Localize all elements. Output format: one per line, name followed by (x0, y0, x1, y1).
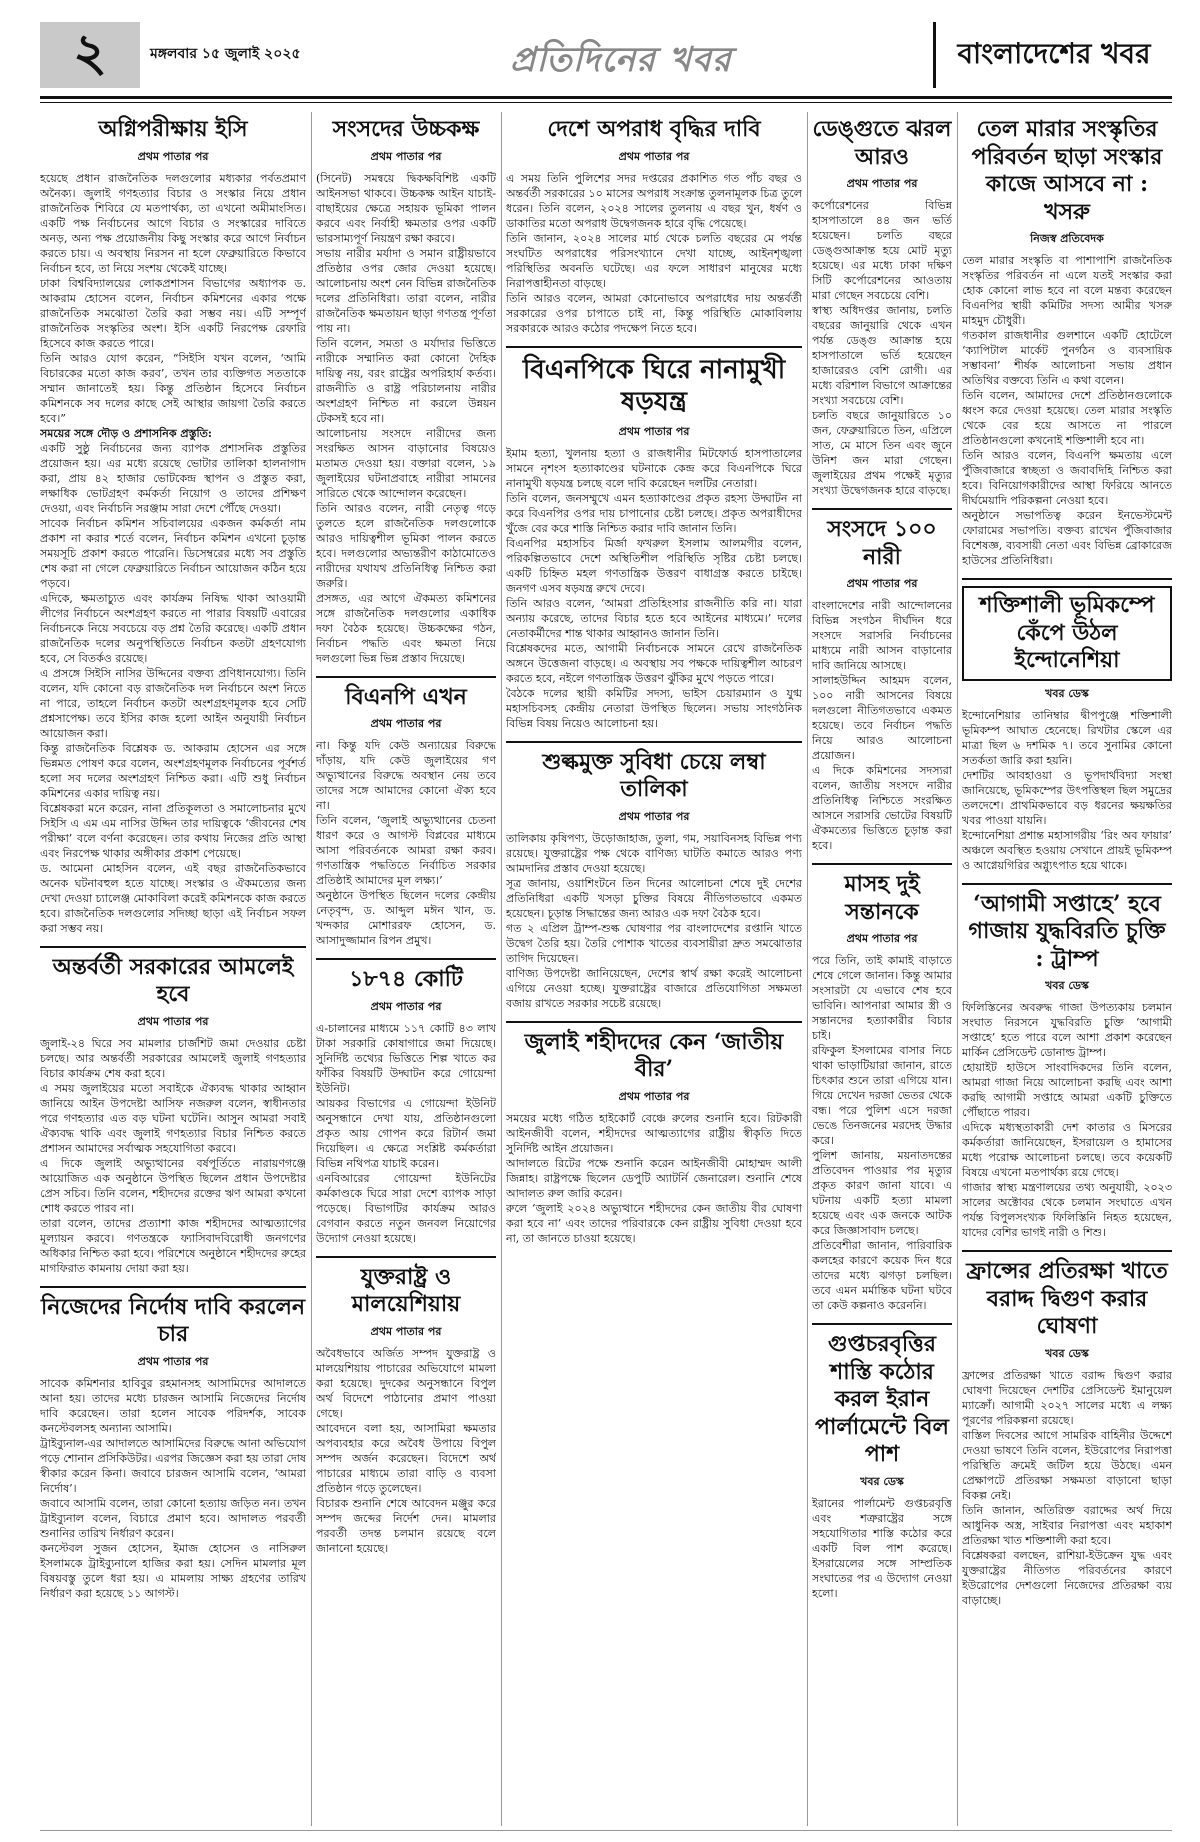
headline: মাসহ দুই সন্তানকে (844, 871, 920, 925)
paragraph: তিনি জানান, ২০২৪ সালের মার্চ থেকে চলতি বছরের মে পর্যন্ত সংঘটিত অপরাধের পরিসংখ্যানে দেখা যাচ্ছে, আইনশৃঙ্খলা পরিস্থিতির অবনতি ঘটেছে। এর ফলে সাধারণ মানুষের মধ্যে নিরাপত্তাহীনতা বাড়ছে। (506, 231, 802, 290)
article-tariff (506, 749, 802, 1011)
paragraph: রফিকুল ইসলামের বাসার নিচে থাকা ভাড়াটিয়ারা জানান, রাতে চিৎকার শুনে তারা এগিয়ে যান। গিয়ে দেখেন দরজা ভেতর থেকে বন্ধ। পরে পুলিশ এসে দরজা ভেঙে তিনজনের মরদেহ উদ্ধার করে। (812, 1044, 952, 1147)
jump-line: প্রথম পাতার পর (846, 577, 918, 590)
paragraph: আবেদনে বলা হয়, আসামিরা ক্ষমতার অপব্যবহার করে অবৈধ উপায়ে বিপুল সম্পদ অর্জন করেছেন। বিদেশে অর্থ পাচারের মাধ্যমে তারা বাড়ি ও ব্যবসা প্রতিষ্ঠান গড়ে তুলেছেন। (316, 1421, 496, 1495)
headline: শক্তিশালী ভূমিকম্পে কেঁপে উঠল ইন্দোনেশিয়া (962, 586, 1172, 681)
paragraph: একটি সুষ্ঠু নির্বাচনের জন্য ব্যাপক প্রশাসনিক প্রস্তুতির প্রয়োজন হয়। এর মধ্যে রয়েছে ভোটার তালিকা হালনাগাদ করা, প্রায় ৪২ হাজার ভোটকেন্দ্র স্থাপন ও প্রস্তুত করা, লক্ষাধিক ভোটগ্রহণ কর্মকর্তা নিয়োগ ও তাদের প্রশিক্ষণ দেওয়া, এবং নির্বাচনি সরঞ্জাম সারা দেশে পৌঁছে দেওয়া। (40, 441, 306, 515)
paragraph: অনুষ্ঠানে উপস্থিত ছিলেন দলের কেন্দ্রীয় নেতৃবৃন্দ, ড. আব্দুল মঈন খান, ড. খন্দকার মোশাররফ হোসেন, ড. আসাদুজ্জামান রিপন প্রমুখ। (316, 889, 496, 947)
jump-line: খবর ডেস্ক (1045, 686, 1089, 700)
paragraph: ইরানের পার্লামেন্ট গুপ্তচরবৃত্তি এবং শত্রুরাষ্ট্রের সঙ্গে সহযোগিতার শাস্তি কঠোর করে একটি বিল পাশ করেছে। ইসরায়েলের সঙ্গে সাম্প্রতিক সংঘাতের পর এ উদ্যোগ নেওয়া হলো। (812, 1496, 952, 1600)
article-divider (40, 946, 306, 948)
paragraph: ইন্দোনেশিয়ার তানিম্বার দ্বীপপুঞ্জে শক্তিশালী ভূমিকম্প আঘাত হেনেছে। রিখটার স্কেলে এর মাত্রা ছিল ৬ দশমিক ৭। তবে সুনামির কোনো সতর্কতা জারি করা হয়নি। (962, 708, 1172, 767)
article-bnp-now (316, 684, 496, 949)
paragraph: সময়ের মধ্যে গঠিত হাইকোর্ট বেঞ্চে রুলের শুনানি হবে। রিটকারী আইনজীবী বলেন, শহীদদের আত্মত্যাগের রাষ্ট্রীয় স্বীকৃতি দিতে সুনির্দিষ্ট আইন প্রয়োজন। (506, 1111, 802, 1155)
column-4 (812, 112, 952, 1826)
paragraph: ট্রাইব্যুনাল-এর আদালতে আসামিদের বিরুদ্ধে আনা অভিযোগ পড়ে শোনান প্রসিকিউটর। এরপর জিজ্ঞেস করা হয় তারা দোষ স্বীকার করেন কিনা। জবাবে চারজন আসামি বলেন, ‘আমরা নির্দোষ’। (40, 1436, 306, 1495)
paragraph: বাংলাদেশের নারী আন্দোলনের বিভিন্ন সংগঠন দীর্ঘদিন ধরে সংসদে সরাসরি নির্বাচনের মাধ্যমে নারী আসন বাড়ানোর দাবি জানিয়ে আসছে। (812, 599, 952, 672)
paragraph: আয়কর বিভাগের এ গোয়েন্দা ইউনিট অনুসন্ধানে দেখা যায়, প্রতিষ্ঠানগুলো প্রকৃত আয় গোপন করে রিটার্ন জমা দিয়েছিল। এ ক্ষেত্রে সংশ্লিষ্ট কর্মকর্তারা বিভিন্ন নথিপত্র যাচাই করেন। (316, 1096, 496, 1170)
headline: ফ্রান্সের প্রতিরক্ষা খাতে বরাদ্দ দ্বিগুণ করার ঘোষণা (966, 1258, 1168, 1339)
paragraph: এ দিকে জুলাই অভ্যুত্থানের বর্ষপূর্তিতে নারায়ণগঞ্জে আয়োজিত এক অনুষ্ঠানে উপস্থিত ছিলেন প্রধান উপদেষ্টার প্রেস সচিব। তিনি বলেন, শহীদদের রক্তের ঋণ আমরা কখনো শোধ করতে পারব না। (40, 1156, 306, 1215)
jump-line: প্রথম পাতার পর (618, 149, 690, 163)
paragraph: এ সময় জুলাইয়ের মতো সবাইকে ঐক্যবদ্ধ থাকার আহ্বান জানিয়ে আইন উপদেষ্টা আসিফ নজরুল বলেন, স্বাধীনতার পরে গণহত্যার এত বড় ঘটনা ঘটেনি। আসুন আমরা সবাই ঐক্যবদ্ধ থাকি এবং জুলাই গণহত্যার বিচার নিশ্চিত করতে প্রশাসন আমাদের সর্বাত্মক সহযোগিতা করবে। (40, 1081, 306, 1155)
headline: জুলাই শহীদদের কেন ‘জাতীয় বীর’ (524, 1028, 784, 1082)
article-divider (962, 883, 1172, 885)
jump-line: প্রথম পাতার পর (137, 149, 209, 163)
paragraph: হয়েছে প্রধান রাজনৈতিক দলগুলোর মধ্যকার পর্বতপ্রমাণ অনৈক্য। জুলাই গণহত্যার বিচার ও সংস্কার নিয়ে প্রধান রাজনৈতিক শিবিরে যে মতপার্থক্য, তা এখনো অমীমাংসিত। একটি পক্ষ নির্বাচনের আগে বিচার ও সংস্কারের দাবিতে অনড়, অন্য পক্ষ প্রয়োজনীয় কিছু সংস্কার করে আগে নির্বাচন করতে চায়। এ অবস্থায় নিরসন না হলে ফেব্রুয়ারিতে কিভাবে নির্বাচন হবে, তা নিয়ে সংশয় থেকেই যাচ্ছে। (40, 171, 306, 275)
paragraph: বিশ্লেষকরা মনে করেন, নানা প্রতিকূলতা ও সমালোচনার মুখে সিইসি এ এম এম নাসির উদ্দিন তার দায়িত্বকে ‘জীবনের শেষ পরীক্ষা’ বলে বর্ণনা করেছেন। তার কথায় নিজের প্রতি আস্থা এবং নিরপেক্ষ থাকার অঙ্গীকার প্রকাশ পেয়েছে। (40, 801, 306, 860)
jump-line: প্রথম পাতার পর (370, 999, 442, 1013)
paragraph: বাস্তিল দিবসের আগে সামরিক বাহিনীর উদ্দেশে দেওয়া ভাষণে তিনি বলেন, ইউরোপের নিরাপত্তা পরিস্থিতি ক্রমেই জটিল হয়ে উঠছে। এমন প্রেক্ষাপটে প্রতিরক্ষা সক্ষমতা বাড়ানো ছাড়া বিকল্প নেই। (962, 1428, 1172, 1502)
jump-line: খবর ডেস্ক (1045, 1346, 1089, 1360)
paragraph: হোয়াইট হাউসে সাংবাদিকদের তিনি বলেন, আমরা গাজা নিয়ে আলোচনা করছি এবং আশা করছি আগামী সপ্তাহে আমরা একটি চুক্তিতে পৌঁছাতে পারব। (962, 1061, 1172, 1119)
jump-line: প্রথম পাতার পর (846, 932, 918, 945)
article-oil-culture (962, 116, 1172, 568)
jump-line: প্রথম পাতার পর (137, 1014, 209, 1028)
paragraph: সাবেক নির্বাচন কমিশন সচিবালয়ের একজন কর্মকর্তা নাম প্রকাশ না করার শর্তে বলেন, নির্বাচন কমিশন এখনো চূড়ান্ত সময়সূচি প্রকাশ করতে পারেনি। ডিসেম্বরের মধ্যে সব প্রস্তুতি শেষ করা না গেলে ফেব্রুয়ারিতে নির্বাচন আয়োজন কঠিন হয়ে পড়বে। (40, 516, 306, 590)
paragraph: ফিলিস্তিনের অবরুদ্ধ গাজা উপত্যকায় চলমান সংঘাত নিরসনে যুদ্ধবিরতি চুক্তি ‘আগামী সপ্তাহে’ হতে পারে বলে আশা প্রকাশ করেছেন মার্কিন প্রেসিডেন্ট ডোনাল্ড ট্রাম্প। (962, 1001, 1172, 1059)
paragraph: এ সময় তিনি পুলিশের সদর দপ্তরের প্রকাশিত গত পাঁচ বছর ও অন্তর্বর্তী সরকারের ১০ মাসের অপরাধ সংক্রান্ত তুলনামূলক চিত্র তুলে ধরেন। তিনি বলেন, ২০২৪ সালের তুলনায় এ বছর খুন, ধর্ষণ ও ডাকাতির মতো অপরাধ উদ্বেগজনক হারে বৃদ্ধি পেয়েছে। (506, 171, 802, 230)
jump-line: প্রথম পাতার পর (370, 717, 442, 730)
paragraph: বিচারক শুনানি শেষে আবেদন মঞ্জুর করে সম্পদ জব্দের নির্দেশ দেন। মামলার পরবর্তী তদন্ত চলমান রয়েছে বলে জানানো হয়েছে। (316, 1496, 496, 1555)
paragraph: এদিকে, ক্ষমতাচ্যুত এবং কার্যক্রম নিষিদ্ধ থাকা আওয়ামী লীগের নির্বাচনে অংশগ্রহণ করতে না পারার বিষয়টি এবারের নির্বাচনকে নিয়ে সবচেয়ে বড় প্রশ্ন তৈরি করেছে। একটি প্রধান রাজনৈতিক দলের অনুপস্থিতিতে নির্বাচন কতটা গ্রহণযোগ্য হবে, সে বিতর্কও রয়েছে। (40, 591, 306, 665)
article-divider (812, 863, 952, 865)
paragraph: বৈঠকে দলের স্থায়ী কমিটির সদস্য, ভাইস চেয়ারম্যান ও যুগ্ম মহাসচিবসহ কেন্দ্রীয় নেতারা উপস্থিত ছিলেন। সভায় সাংগঠনিক বিভিন্ন বিষয় নিয়েও আলোচনা হয়। (506, 686, 802, 730)
article-divider (962, 1250, 1172, 1252)
paragraph: গতকাল রাজধানীর গুলশানে একটি হোটেলে ‘ক্যাপিটাল মার্কেট পুনর্গঠন ও ব্যবসায়িক সম্ভাবনা’ শীর্ষক আলোচনা সভায় প্রধান অতিথির বক্তব্যে তিনি এ কথা বলেন। (962, 329, 1172, 387)
column-separator (957, 112, 958, 1826)
headline: যুক্তরাষ্ট্র ও মালয়েশিয়ায় (351, 1263, 461, 1317)
article-icc (40, 116, 306, 936)
paragraph: আদালতে রিটের পক্ষে শুনানি করেন আইনজীবী মোহাম্মদ আলী জিন্নাহ। রাষ্ট্রপক্ষে ছিলেন ডেপুটি অ্যাটর্নি জেনারেল। শুনানি শেষে আদালত রুল জারি করেন। (506, 1156, 802, 1200)
paragraph: এদিকে মধ্যস্থতাকারী দেশ কাতার ও মিসরের কর্মকর্তারা জানিয়েছেন, ইসরায়েল ও হামাসের মধ্যে পরোক্ষ আলোচনা চলছে। তবে কয়েকটি বিষয়ে এখনো মতপার্থক্য রয়ে গেছে। (962, 1121, 1172, 1179)
paragraph: কনস্টেবল সুজন হোসেন, ইমাজ হোসেন ও নাসিরুল ইসলামকে ট্রাইব্যুনালে হাজির করা হয়। সেদিন মামলার মূল বিষয়বস্তু তুলে ধরা হয়। এ মামলায় সাক্ষ্য গ্রহণের তারিখ নির্ধারণ করা হয়েছে ১১ আগস্ট। (40, 1541, 306, 1600)
paragraph: সাবেক কমিশনার হাবিবুর রহমানসহ আসামিদের আদালতে আনা হয়। তাদের মধ্যে চারজন আসামি নিজেদের নির্দোষ দাবি করেছেন। তারা হলেন সাবেক পরিদর্শক, সাবেক কনস্টেবলসহ অন্যান্য আসামি। (40, 1376, 306, 1435)
jump-line: প্রথম পাতার পর (370, 1324, 442, 1338)
headline: ডেঙ্গুতে ঝরল আরও (812, 116, 952, 170)
paragraph: তিনি আরও বলেন, নারী নেতৃত্ব গড়ে তুলতে হলে রাজনৈতিক দলগুলোকে আরও দায়িত্বশীল ভূমিকা পালন করতে হবে। দলগুলোর অভ্যন্তরীণ কাঠামোতেও নারীদের যথাযথ প্রতিনিধিত্ব নিশ্চিত করা জরুরি। (316, 501, 496, 590)
paragraph: অবৈধভাবে অর্জিত সম্পদ যুক্তরাষ্ট্র ও মালয়েশিয়ায় পাচারের অভিযোগে মামলা করা হয়েছে। দুদকের অনুসন্ধানে বিপুল অর্থ বিদেশে পাঠানোর প্রমাণ পাওয়া গেছে। (316, 1346, 496, 1420)
paragraph: ফ্রান্সের প্রতিরক্ষা খাতে বরাদ্দ দ্বিগুণ করার ঘোষণা দিয়েছেন দেশটির প্রেসিডেন্ট ইমানুয়েল ম্যাক্রোঁ। আগামী ২০২৭ সালের মধ্যে এ লক্ষ্য পূরণের পরিকল্পনা রয়েছে। (962, 1368, 1172, 1427)
masthead-rule (40, 96, 1172, 99)
article-four-accused (40, 1294, 306, 1601)
paragraph: সূত্র জানায়, ওয়াশিংটনে তিন দিনের আলোচনা শেষে দুই দেশের প্রতিনিধিরা একটি খসড়া চুক্তির বিষয়ে নীতিগতভাবে একমত হয়েছেন। চূড়ান্ত সিদ্ধান্তের জন্য আরও এক দফা বৈঠক হবে। (506, 876, 802, 920)
column-3 (506, 112, 802, 1826)
article-divider (506, 346, 802, 348)
headline: তেল মারার সংস্কৃতির পরিবর্তন ছাড়া সংস্কার কাজে আসবে না : খসরু (971, 116, 1163, 225)
article-dengue (812, 116, 952, 498)
paragraph: এ দিকে কমিশনের সদস্যরা বলেন, জাতীয় সংসদে নারীর প্রতিনিধিত্ব নিশ্চিতে সংরক্ষিত আসনে সরাসরি ভোটের বিষয়টি ঐকমত্যের ভিত্তিতে চূড়ান্ত করা হবে। (812, 764, 952, 852)
column-separator (501, 112, 502, 1826)
article-gaza-ceasefire (962, 891, 1172, 1241)
headline: দেশে অপরাধ বৃদ্ধির দাবি (547, 116, 761, 142)
jump-line: প্রথম পাতার পর (618, 1089, 690, 1103)
column-2 (316, 112, 496, 1826)
article-divider (316, 676, 496, 678)
subheading: সময়ের সঙ্গে দৌড় ও প্রশাসনিক প্রস্তুতি: (40, 426, 212, 440)
article-divider (812, 508, 952, 510)
paragraph: বিশ্লেষকরা বলছেন, রাশিয়া-ইউক্রেন যুদ্ধ এবং যুক্তরাষ্ট্রের নীতিগত পরিবর্তনের কারণে ইউরোপের দেশগুলো নিজেদের প্রতিরক্ষা ব্যয় বাড়াচ্ছে। (962, 1548, 1172, 1607)
article-divider (506, 1021, 802, 1023)
jump-line: প্রথম পাতার পর (618, 809, 690, 823)
paragraph: দেশটির আবহাওয়া ও ভূপদার্থবিদ্যা সংস্থা জানিয়েছে, ভূমিকম্পের উৎপত্তিস্থল ছিল সমুদ্রের তলদেশে। প্রাথমিকভাবে বড় ধরনের ক্ষয়ক্ষতির খবর পাওয়া যায়নি। (962, 768, 1172, 827)
paragraph: গাজার স্বাস্থ্য মন্ত্রণালয়ের তথ্য অনুযায়ী, ২০২৩ সালের অক্টোবর থেকে চলমান সংঘাতে এখন পর্যন্ত বিপুলসংখ্যক ফিলিস্তিনি নিহত হয়েছেন, যাদের বেশির ভাগই নারী ও শিশু। (962, 1181, 1172, 1239)
paragraph: তালিকায় কৃষিপণ্য, উড়োজাহাজ, তুলা, গম, সয়াবিনসহ বিভিন্ন পণ্য রয়েছে। যুক্তরাষ্ট্রের পক্ষ থেকে বাণিজ্য ঘাটতি কমাতে আরও পণ্য আমদানির প্রস্তাব দেওয়া হয়েছে। (506, 831, 802, 875)
column-separator (807, 112, 808, 1826)
article-france-defence (962, 1258, 1172, 1608)
paragraph: এ প্রসঙ্গে সিইসি নাসির উদ্দিনের বক্তব্য প্রণিধানযোগ্য। তিনি বলেন, যদি কোনো বড় রাজনৈতিক দল নির্বাচনে অংশ নিতে না পারে, তাহলে নির্বাচন কতটা অংশগ্রহণমূলক হবে সেটি প্রশ্নসাপেক্ষ। তবে ইসির কাজ হলো আইন অনুযায়ী নির্বাচন আয়োজন করা। (40, 666, 306, 740)
headline: অগ্নিপরীক্ষায় ইসি (98, 116, 248, 142)
article-divider (316, 958, 496, 960)
paragraph: তিনি বলেন, আমাদের দেশে প্রতিষ্ঠানগুলোকে ধ্বংস করে দেওয়া হয়েছে। তেল মারার সংস্কৃতি থেকে বের হয়ে আসতে না পারলে প্রতিষ্ঠানগুলো কখনোই শক্তিশালী হবে না। (962, 389, 1172, 447)
headline: গুপ্তচরবৃত্তির শাস্তি কঠোর করল ইরান পার্লামেন্টে বিল পাশ (815, 1331, 949, 1467)
article-women-seats (812, 516, 952, 853)
paragraph: বিএনপির মহাসচিব মির্জা ফখরুল ইসলাম আলমগীর বলেন, পরিকল্পিতভাবে দেশে অস্থিতিশীল পরিস্থিতি সৃষ্টির চেষ্টা চলছে। একটি চিহ্নিত মহল গণতান্ত্রিক উত্তরণ বাধাগ্রস্ত করতে চাইছে। জনগণ এসব ষড়যন্ত্র রুখে দেবে। (506, 536, 802, 595)
jump-line: প্রথম পাতার পর (618, 424, 690, 438)
jump-line: নিজস্ব প্রতিবেদক (1030, 232, 1104, 245)
paragraph: এ-চালানের মাধ্যমে ১১৭ কোটি ৪৩ লাখ টাকা সরকারি কোষাগারে জমা দিয়েছে। সুনির্দিষ্ট তথ্যের ভিত্তিতে শিল্প খাতে কর ফাঁকির বিষয়টি উদ্ঘাটন করে গোয়েন্দা ইউনিট। (316, 1021, 496, 1095)
article-us-malaysia (316, 1264, 496, 1556)
paragraph: পরে তিনি, তাই কামাই বাড়াতে শেষে গেলে জানান। কিন্তু আমার সংসারটা যে এভাবে শেষ হবে ভাবিনি। আপনারা আমার স্ত্রী ও সন্তানদের হত্যাকারীর বিচার চাই। (812, 954, 952, 1042)
footer-rule (40, 1830, 1172, 1831)
paragraph: জবাবে আসামি বলেন, তারা কোনো হত্যায় জড়িত নন। তখন ট্রাইব্যুনাল বলেন, বিচারে প্রমাণ হবে। আদালত পরবর্তী শুনানির তারিখ নির্ধারণ করেন। (40, 1496, 306, 1540)
paragraph: সালাহউদ্দিন আহমদ বলেন, ১০০ নারী আসনের বিষয়ে দলগুলো নীতিগতভাবে একমত হয়েছে। তবে নির্বাচন পদ্ধতি নিয়ে আরও আলোচনা প্রয়োজন। (812, 674, 952, 762)
masthead (40, 22, 1172, 88)
paragraph: তিনি বলেন, সমতা ও মর্যাদার ভিত্তিতে নারীকে সম্মানিত করা কোনো দৈহিক দায়িত্ব নয়, বরং রাষ্ট্রের অপরিহার্য কর্তব্য। রাজনীতি ও রাষ্ট্র পরিচালনায় নারীর অংশগ্রহণ নিশ্চিত না করলে উন্নয়ন টেকসই হবে না। (316, 336, 496, 425)
article-divider (962, 578, 1172, 580)
paragraph: বিশ্লেষকদের মতে, আগামী নির্বাচনকে সামনে রেখে রাজনৈতিক অঙ্গনে উত্তেজনা বাড়ছে। এ অবস্থায় সব পক্ষকে দায়িত্বশীল আচরণ করতে হবে, নইলে গণতান্ত্রিক উত্তরণ ঝুঁকির মুখে পড়তে পারে। (506, 641, 802, 685)
paragraph: সভায় নারীর মর্যাদা ও সমান রাষ্ট্রীয়ভাবে প্রতিষ্ঠার ওপর জোর দেওয়া হয়েছে। আলোচনায় অংশ নেন বিভিন্ন রাজনৈতিক দলের প্রতিনিধিরা। তারা বলেন, নারীর রাজনৈতিক ক্ষমতায়ন ছাড়া গণতন্ত্র পূর্ণতা পায় না। (316, 246, 496, 335)
paragraph: ইন্দোনেশিয়া প্রশান্ত মহাসাগরীয় ‘রিং অব ফায়ার’ অঞ্চলে অবস্থিত হওয়ায় সেখানে প্রায়ই ভূমিকম্প ও আগ্নেয়গিরির অগ্ন্যুৎপাত হয়ে থাকে। (962, 828, 1172, 872)
section-tag: বাংলাদেশের খবর (933, 22, 1172, 88)
paragraph: স্বাস্থ্য অধিদপ্তর জানায়, চলতি বছরের জানুয়ারি থেকে এখন পর্যন্ত ডেঙ্গু আক্রান্ত হয়ে হাসপাতালে ভর্তি হয়েছেন হাজারেরও বেশি রোগী। এর মধ্যে বরিশাল বিভাগে আক্রান্তের সংখ্যা সবচেয়ে বেশি। (812, 304, 952, 407)
paragraph: ইমাম হত্যা, খুলনায় হত্যা ও রাজধানীর মিটফোর্ড হাসপাতালের সামনে নৃশংস হত্যাকাণ্ডের ঘটনাকে কেন্দ্র করে বিএনপিকে ঘিরে নানামুখী ষড়যন্ত্র চলছে বলে দাবি করেছেন দলটির নেতারা। (506, 446, 802, 490)
article-bnp-conspiracy (506, 354, 802, 731)
paragraph: প্রতিবেশীরা জানান, পারিবারিক কলহের কারণে কয়েক দিন ধরে তাদের মধ্যে ঝগড়া চলছিল। তবে এমন মর্মান্তিক ঘটনা ঘটবে তা কেউ কল্পনাও করেননি। (812, 1239, 952, 1312)
article-divider (316, 1256, 496, 1258)
paragraph: ড. আমেনা মোহসিন বলেন, এই বছর রাজনৈতিকভাবে অনেক ঘটনাবহুল হতে যাচ্ছে। সংস্কার ও ঐকমত্যের জন্য দেখা দেওয়া চ্যালেঞ্জ মোকাবিলা করেই কমিশনকে কাজ করতে হবে। রাজনৈতিক দলগুলোর সদিচ্ছা ছাড়া এই নির্বাচন সফল করা সম্ভব নয়। (40, 861, 306, 935)
headline: বিএনপি এখন (345, 683, 467, 710)
article-iran-spy (812, 1331, 952, 1601)
article-indonesia-quake (962, 586, 1172, 873)
headline: নিজেদের নির্দোষ দাবি করলেন চার (40, 1293, 306, 1347)
paragraph: প্রসঙ্গত, এর আগে ঐকমত্য কমিশনের সঙ্গে রাজনৈতিক দলগুলোর একাধিক দফা বৈঠক হয়েছে। উচ্চকক্ষের গঠন, নির্বাচন পদ্ধতি এবং ক্ষমতা নিয়ে দলগুলো ভিন্ন ভিন্ন প্রস্তাব দিয়েছে। (316, 591, 496, 665)
paragraph: অনুষ্ঠানে সভাপতিত্ব করেন ইনভেস্টমেন্ট ফোরামের সভাপতি। বক্তব্য রাখেন পুঁজিবাজার বিশেষজ্ঞ, ব্যবসায়ী নেতা এবং বিভিন্ন ব্রোকারেজ হাউসের প্রতিনিধিরা। (962, 509, 1172, 567)
article-crime (506, 116, 802, 336)
paragraph: না। কিন্তু যদি কেউ অন্যায়ের বিরুদ্ধে দাঁড়ায়, যদি কেউ জুলাইয়ের গণ অভ্যুত্থানের বিরুদ্ধে অবস্থান নেয় তবে তাদের সঙ্গে আমাদের কোনো ঐক্য হবে না। (316, 739, 496, 812)
paragraph: তারা বলেন, তাদের প্রত্যাশা কাজ শহীদদের আত্মত্যাগের মূল্যায়ন করবে। গণতন্ত্রকে ফ্যাসিবাদবিরোধী জনগণের অধিকার নিশ্চিত করা হবে। পরিশেষে অনুষ্ঠানে শহীদদের রুহের মাগফিরাত কামনায় দোয়া করা হয়। (40, 1216, 306, 1275)
headline: সংসদের উচ্চকক্ষ (332, 116, 480, 142)
article-divider (506, 741, 802, 743)
paragraph: আলোচনায় সংসদে নারীদের জন্য সংরক্ষিত আসন বাড়ানোর বিষয়েও মতামত দেওয়া হয়। বক্তারা বলেন, ১৯ জুলাইয়ের ঘটনাপ্রবাহে নারীরা সামনের সারিতে থেকে আন্দোলন করেছেন। (316, 426, 496, 500)
article-divider (40, 1286, 306, 1288)
paragraph: রুলে ‘জুলাই ২০২৪ অভ্যুত্থানে শহীদদের কেন জাতীয় বীর ঘোষণা করা হবে না’ এবং তাদের পরিবারকে কেন রাষ্ট্রীয় সুবিধা দেওয়া হবে না, তা জানতে চাওয়া হয়েছে। (506, 1201, 802, 1245)
paragraph: গত ২ এপ্রিল ট্রাম্প-শুল্ক ঘোষণার পর বাংলাদেশের রপ্তানি খাতে উদ্বেগ তৈরি হয়। তৈরি পোশাক খাতের ব্যবসায়ীরা দ্রুত সমঝোতার তাগিদ দিয়েছেন। (506, 921, 802, 965)
paragraph: তিনি আরও বলেন, বিএনপি ক্ষমতায় এলে পুঁজিবাজারে স্বচ্ছতা ও জবাবদিহি নিশ্চিত করা হবে। বিনিয়োগকারীদের আস্থা ফিরিয়ে আনতে দীর্ঘমেয়াদি পরিকল্পনা নেওয়া হবে। (962, 449, 1172, 507)
paragraph: ঢাকা বিশ্ববিদ্যালয়ের লোকপ্রশাসন বিভাগের অধ্যাপক ড. আকরাম হোসেন বলেন, নির্বাচন কমিশনের একার পক্ষে রাজনৈতিক সমঝোতা তৈরি করা সম্ভব নয়। এটি সম্পূর্ণ রাজনৈতিক সংস্কৃতির অংশ। ইসি একটি নিরপেক্ষ রেফারি হিসেবে কাজ করতে পারে। (40, 276, 306, 350)
paragraph: তিনি আরও যোগ করেন, “সিইসি যখন বলেন, ‘আমি বিচারকের মতো কাজ করব’, তখন তার ব্যক্তিগত সততাকে সম্মান জানাতেই হয়। কিন্তু প্রতিষ্ঠান হিসেবে নির্বাচন কমিশনকে সব দলের কাছে সেই আস্থার জায়গা তৈরি করতে হবে।” (40, 351, 306, 425)
headline: সংসদে ১০০ নারী (827, 516, 937, 570)
page-number: ২ (40, 22, 140, 88)
column-separator (311, 112, 312, 1826)
headline: ১৮৭৪ কোটি (349, 966, 463, 992)
paragraph: তিনি আরও বলেন, ‘আমরা প্রতিহিংসার রাজনীতি করি না। যারা অন্যায় করেছে, তাদের বিচার হতে হবে আইনের মাধ্যমে।’ দলের নেতাকর্মীদের শান্ত থাকার আহ্বানও জানান তিনি। (506, 596, 802, 640)
paragraph: পুলিশ জানায়, ময়নাতদন্তের প্রতিবেদন পাওয়ার পর মৃত্যুর প্রকৃত কারণ জানা যাবে। এ ঘটনায় একটি হত্যা মামলা হয়েছে এবং এক জনকে আটক করে জিজ্ঞাসাবাদ চলছে। (812, 1149, 952, 1237)
jump-line: প্রথম পাতার পর (137, 1354, 209, 1368)
headline: ‘আগামী সপ্তাহে’ হবে গাজায় যুদ্ধবিরতি চুক্তি : ট্রাম্প (968, 890, 1166, 972)
paragraph: কিন্তু রাজনৈতিক বিশ্লেষক ড. আকরাম হোসেন এর সঙ্গে ভিন্নমত পোষণ করে বলেন, অংশগ্রহণমূলক নির্বাচনের পূর্বশর্ত হলো সব দলের অংশগ্রহণ নিশ্চিত করা। এটি শুধু নির্বাচন কমিশনের একার দায়িত্ব নয়। (40, 741, 306, 800)
paragraph: তিনি বলেন, ‘জুলাই অভ্যুত্থানের চেতনা ধারণ করে ও আগস্ট বিপ্লবের মাধ্যমে আসা পরিবর্তনকে আমরা রক্ষা করব। গণতান্ত্রিক পদ্ধতিতে নির্বাচিত সরকার প্রতিষ্ঠাই আমাদের মূল লক্ষ্য।’ (316, 814, 496, 887)
article-interim (40, 954, 306, 1276)
paragraph: জুলাই-২৪ ঘিরে সব মামলার চার্জশিট জমা দেওয়ার চেষ্টা চলছে। আর অন্তর্বর্তী সরকারের আমলেই জুলাই গণহত্যার বিচার কার্যক্রম শেষ করা হবে। (40, 1036, 306, 1080)
masthead-rule-thin (40, 102, 1172, 103)
paragraph: তিনি জানান, অতিরিক্ত বরাদ্দের অর্থ দিয়ে আধুনিক অস্ত্র, সাইবার নিরাপত্তা এবং মহাকাশ প্রতিরক্ষা খাত শক্তিশালী করা হবে। (962, 1503, 1172, 1547)
article-july-heroes (506, 1029, 802, 1246)
column-1 (40, 112, 306, 1826)
jump-line: প্রথম পাতার পর (846, 177, 918, 190)
paragraph: (সিনেট) সমন্বয়ে দ্বিকক্ষবিশিষ্ট একটি আইনসভা থাকবে। উচ্চকক্ষ আইন যাচাই-বাছাইয়ের ক্ষেত্রে সহায়ক ভূমিকা পালন করবে এবং নির্বাহী ক্ষমতার ওপর একটি ভারসাম্যপূর্ণ নিয়ন্ত্রণ রক্ষা করবে। (316, 171, 496, 245)
headline: অন্তর্বর্তী সরকারের আমলেই হবে (52, 953, 294, 1007)
article-1874-crore (316, 966, 496, 1246)
paragraph: তিনি আরও বলেন, আমরা কোনোভাবে অপরাধের দায় অন্তর্বর্তী সরকারের ওপর চাপাতে চাই না, কিন্তু পরিস্থিতি মোকাবিলায় সরকারকে আরও কঠোর পদক্ষেপ নিতে হবে। (506, 291, 802, 335)
paragraph: চলতি বছরে জানুয়ারিতে ১০ জন, ফেব্রুয়ারিতে তিন, এপ্রিলে সাত, মে মাসে তিন এবং জুনে উনিশ জন মারা গেছেন। জুলাইয়ের প্রথম পক্ষেই মৃত্যুর সংখ্যা উদ্বেগজনক হারে বাড়ছে। (812, 409, 952, 497)
paragraph: কর্পোরেশনের বিভিন্ন হাসপাতালে ৪৪ জন ভর্তি হয়েছেন। চলতি বছরে ডেঙ্গুআক্রান্ত হয়ে মোট মৃত্যু হয়েছে। এর মধ্যে ঢাকা দক্ষিণ সিটি কর্পোরেশনের আওতায় মারা গেছেন সবচেয়ে বেশি। (812, 199, 952, 302)
jump-line: খবর ডেস্ক (860, 1474, 904, 1488)
headline: শুল্কমুক্ত সুবিধা চেয়ে লম্বা তালিকা (542, 748, 766, 802)
article-parliament (316, 116, 496, 666)
paragraph: বাণিজ্য উপদেষ্টা জানিয়েছেন, দেশের স্বার্থ রক্ষা করেই আলোচনা এগিয়ে নেওয়া হচ্ছে। যুক্তরাষ্ট্রের বাজারে প্রতিযোগিতা সক্ষমতা বজায় রাখতে সরকার সচেষ্ট রয়েছে। (506, 966, 802, 1010)
jump-line: প্রথম পাতার পর (370, 149, 442, 163)
paragraph: তেল মারার সংস্কৃতি বা পাশাপাশি রাজনৈতিক সংস্কৃতির পরিবর্তন না এলে যতই সংস্কার করা হোক কোনো লাভ হবে না বলে মন্তব্য করেছেন বিএনপির স্থায়ী কমিটির সদস্য আমীর খসরু মাহমুদ চৌধুরী। (962, 254, 1172, 327)
paper-name: প্রতিদিনের খবর (510, 40, 732, 80)
paragraph: তিনি বলেন, জনসম্মুখে এমন হত্যাকাণ্ডের প্রকৃত রহস্য উদ্ঘাটন না করে বিএনপির ওপর দায় চাপানোর চেষ্টা চলছে। প্রকৃত অপরাধীদের খুঁজে বের করে শাস্তি নিশ্চিত করার দাবি জানান তিনি। (506, 491, 802, 535)
article-divider (812, 1323, 952, 1325)
paragraph: এনবিআরের গোয়েন্দা ইউনিটের কর্মকাণ্ডকে ঘিরে সারা দেশে ব্যাপক সাড়া পড়েছে। বিভাগটির কার্যক্রম আরও বেগবান করতে নতুন জনবল নিয়োগের উদ্যোগ নেওয়া হয়েছে। (316, 1171, 496, 1245)
column-5 (962, 112, 1172, 1826)
publication-date: মঙ্গলবার ১৫ জুলাই ২০২৫ (150, 46, 301, 62)
article-two-children (812, 871, 952, 1313)
jump-line: খবর ডেস্ক (1045, 979, 1089, 992)
headline: বিএনপিকে ঘিরে নানামুখী ষড়যন্ত্র (522, 354, 786, 417)
